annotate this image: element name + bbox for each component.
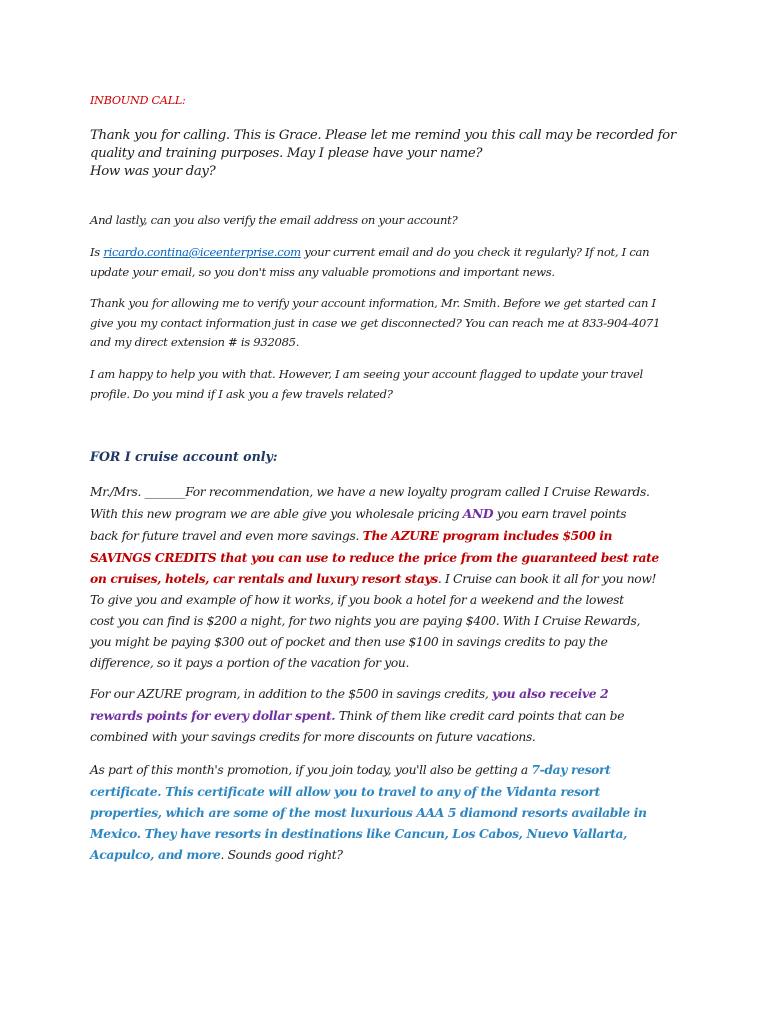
- intro-line: How was your day?: [90, 164, 216, 179]
- and-emphasis: AND: [462, 506, 494, 521]
- loyalty-line: [90, 525, 690, 547]
- promo-line: [90, 844, 690, 866]
- promo-line: [90, 759, 690, 781]
- loyalty-line: Mr./Mrs. _______For recommendation, we have a new loyalty program called I Cruise Rewards.: [90, 485, 650, 499]
- azure-line: [90, 705, 690, 727]
- loyalty-line: you might be paying $300 out of pocket and then use $100 in savings credits to pay the: [90, 635, 608, 649]
- contact-line: give you my contact information just in case we get disconnected? You can reach me at 833-904-4071: [90, 315, 661, 330]
- email-prefix: Is: [90, 245, 104, 259]
- intro-line: quality and training purposes. May I please have your name?: [90, 146, 483, 161]
- resort-highlight: Acapulco, and more: [90, 847, 221, 862]
- loyalty-line: cost you can find is $200 a night, for two nights you are paying $400. With I Cruise Rewards,: [90, 614, 640, 628]
- verify-email-question: And lastly, can you also verify the email address on your account?: [90, 213, 458, 227]
- resort-highlight: 7-day resort: [531, 762, 611, 777]
- flag-line: profile. Do you mind if I ask you a few travels related?: [90, 386, 393, 401]
- contact-line: Thank you for allowing me to verify your account information, Mr. Smith. Before we get started can I: [90, 296, 656, 310]
- contact-paragraph: [90, 294, 690, 353]
- flag-line: I am happy to help you with that. However, I am seeing your account flagged to update your travel: [90, 367, 643, 381]
- loyalty-line: To give you and example of how it works, if you book a hotel for a weekend and the lowest: [90, 593, 624, 607]
- intro-paragraph: [90, 127, 690, 181]
- inbound-call-heading: INBOUND CALL:: [90, 94, 186, 107]
- azure-highlight: on cruises, hotels, car rentals and luxury resort stays: [90, 571, 438, 586]
- loyalty-line: difference, so it pays a portion of the vacation for you.: [90, 656, 410, 670]
- promo-text: As part of this month's promotion, if you join today, you'll also be getting a: [90, 763, 532, 777]
- resort-highlight-line: properties, which are some of the most luxurious AAA 5 diamond resorts available in: [90, 805, 647, 820]
- email-line: [90, 243, 690, 263]
- loyalty-line: [90, 568, 690, 590]
- promo-text: . Sounds good right?: [220, 848, 343, 862]
- azure-paragraph: [90, 683, 690, 748]
- azure-line: combined with your savings credits for more discounts on future vacations.: [90, 730, 536, 744]
- loyalty-paragraph: [90, 482, 690, 674]
- loyalty-text: you earn travel points: [493, 507, 627, 521]
- resort-highlight-line: Mexico. They have resorts in destinations like Cancun, Los Cabos, Nuevo Vallarta,: [90, 826, 628, 841]
- resort-highlight-line: certificate. This certificate will allow you to travel to any of the Vidanta resort: [90, 784, 600, 799]
- cruise-account-heading: FOR I cruise account only:: [90, 449, 278, 464]
- azure-text: For our AZURE program, in addition to the $500 in savings credits,: [90, 687, 492, 701]
- email-paragraph: [90, 243, 690, 282]
- promo-paragraph: [90, 759, 690, 866]
- azure-highlight-line: SAVINGS CREDITS that you can use to reduce the price from the guaranteed best rate: [90, 550, 659, 565]
- loyalty-line: [90, 503, 690, 525]
- azure-text: Think of them like credit card points that can be: [335, 709, 625, 723]
- azure-highlight: The AZURE program includes $500 in: [362, 528, 613, 543]
- email-link[interactable]: ricardo.contina@iceenterprise.com: [103, 245, 301, 259]
- rewards-highlight: rewards points for every dollar spent.: [90, 708, 336, 723]
- email-line: update your email, so you don't miss any valuable promotions and important news.: [90, 264, 555, 279]
- rewards-highlight: you also receive 2: [491, 686, 609, 701]
- azure-line: [90, 683, 690, 705]
- loyalty-text: With this new program we are able give you wholesale pricing: [90, 507, 463, 521]
- email-suffix: your current email and do you check it regularly? If not, I can: [300, 245, 650, 259]
- intro-line: Thank you for calling. This is Grace. Please let me remind you this call may be recorded for: [90, 128, 676, 143]
- contact-line: and my direct extension # is 932085.: [90, 335, 300, 349]
- loyalty-text: . I Cruise can book it all for you now!: [437, 572, 657, 586]
- loyalty-text: back for future travel and even more savings.: [90, 529, 363, 543]
- flag-paragraph: [90, 365, 690, 404]
